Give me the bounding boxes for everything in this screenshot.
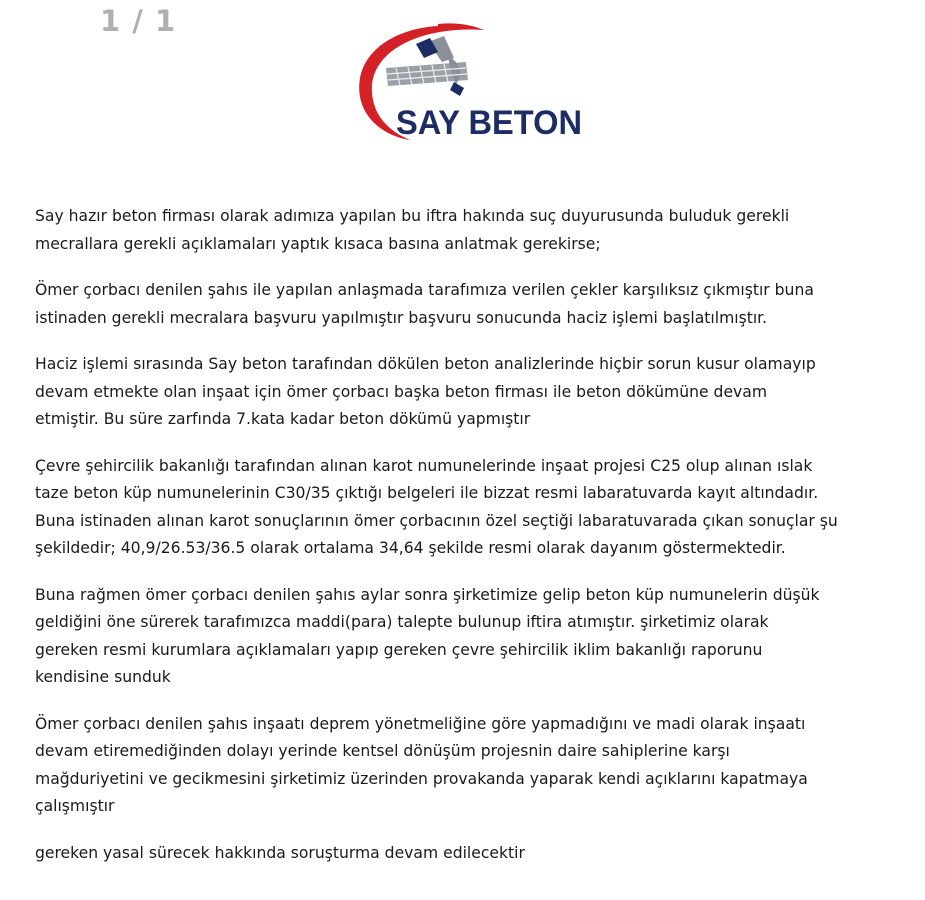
paragraph-seizure: Haciz işlemi sırasında Say beton tarafından dökülen beton analizlerinde hiçbir sorun kusur olamayıp devam etmekte olan inşaat için ömer çorbacı başka beton firması ile beton dökümüne devam etmiştir. Bu süre zarfında 7.kata kadar beton dökümü yapmıştır — [35, 355, 816, 428]
paragraph-checks: Ömer çorbacı denilen şahıs ile yapılan anlaşmada tarafımıza verilen çekler karşılıksız çıkmıştır buna istinaden gerekli mecralara başvuru yapılmıştır başvuru sonucunda haciz işlemi başlatılmıştır. — [35, 281, 814, 327]
statement-body — [35, 203, 905, 886]
paragraph-regulation: Ömer çorbacı denilen şahıs inşaatı deprem yönetmeliğine göre yapmadığını ve madi olarak inşaatı devam etiremediğinden dolayı yerinde kentsel dönüşüm projesnin daire sahiplerine karşı mağduriyetini ve gecikmesini şirketimiz üzerinden provakanda yaparak kendi açıklarını kapatmaya çalışmıştır — [35, 714, 808, 815]
logo-text: SAY BETON — [396, 104, 582, 142]
page-counter: 1 / 1 — [100, 4, 177, 38]
paragraph-conclusion: gereken yasal sürecek hakkında soruşturma devam edilecektir — [35, 843, 525, 862]
paragraph-allegation: Buna rağmen ömer çorbacı denilen şahıs aylar sonra şirketimize gelip beton küp numunelerin düşük geldiğini öne sürerek tarafımızca maddi(para) talepte bulunup iftira atımıştır. şirketimiz olarak gereken resmi kurumlara açıklamaları yapıp gereken çevre şehircilik iklim bakanlığı raporunu kendisine sunduk — [35, 585, 820, 686]
paragraph-intro: Say hazır beton firması olarak adımıza yapılan bu iftra hakında suç duyurusunda buluduk gerekli mecrallara gerekli açıklamaları yaptık kısaca basına anlatmak gerekirse; — [35, 207, 790, 253]
say-beton-logo — [356, 22, 586, 144]
paragraph-core-samples: Çevre şehircilik bakanlığı tarafından alınan karot numunelerinde inşaat projesi C25 olup alınan ıslak taze beton küp numunelerinin C30/35 çıktığı belgeleri ile bizzat resmi labaratuvarda kayıt altındadır. Buna istinaden alınan karot sonuçlarının ömer çorbacının özel seçtiği labaratuvarada çıkan sonuçlar şu şekildedir; 40,9/26.53/36.5 olarak ortalama 34,64 şekilde resmi olarak dayanım göstermektedir. — [35, 456, 838, 557]
